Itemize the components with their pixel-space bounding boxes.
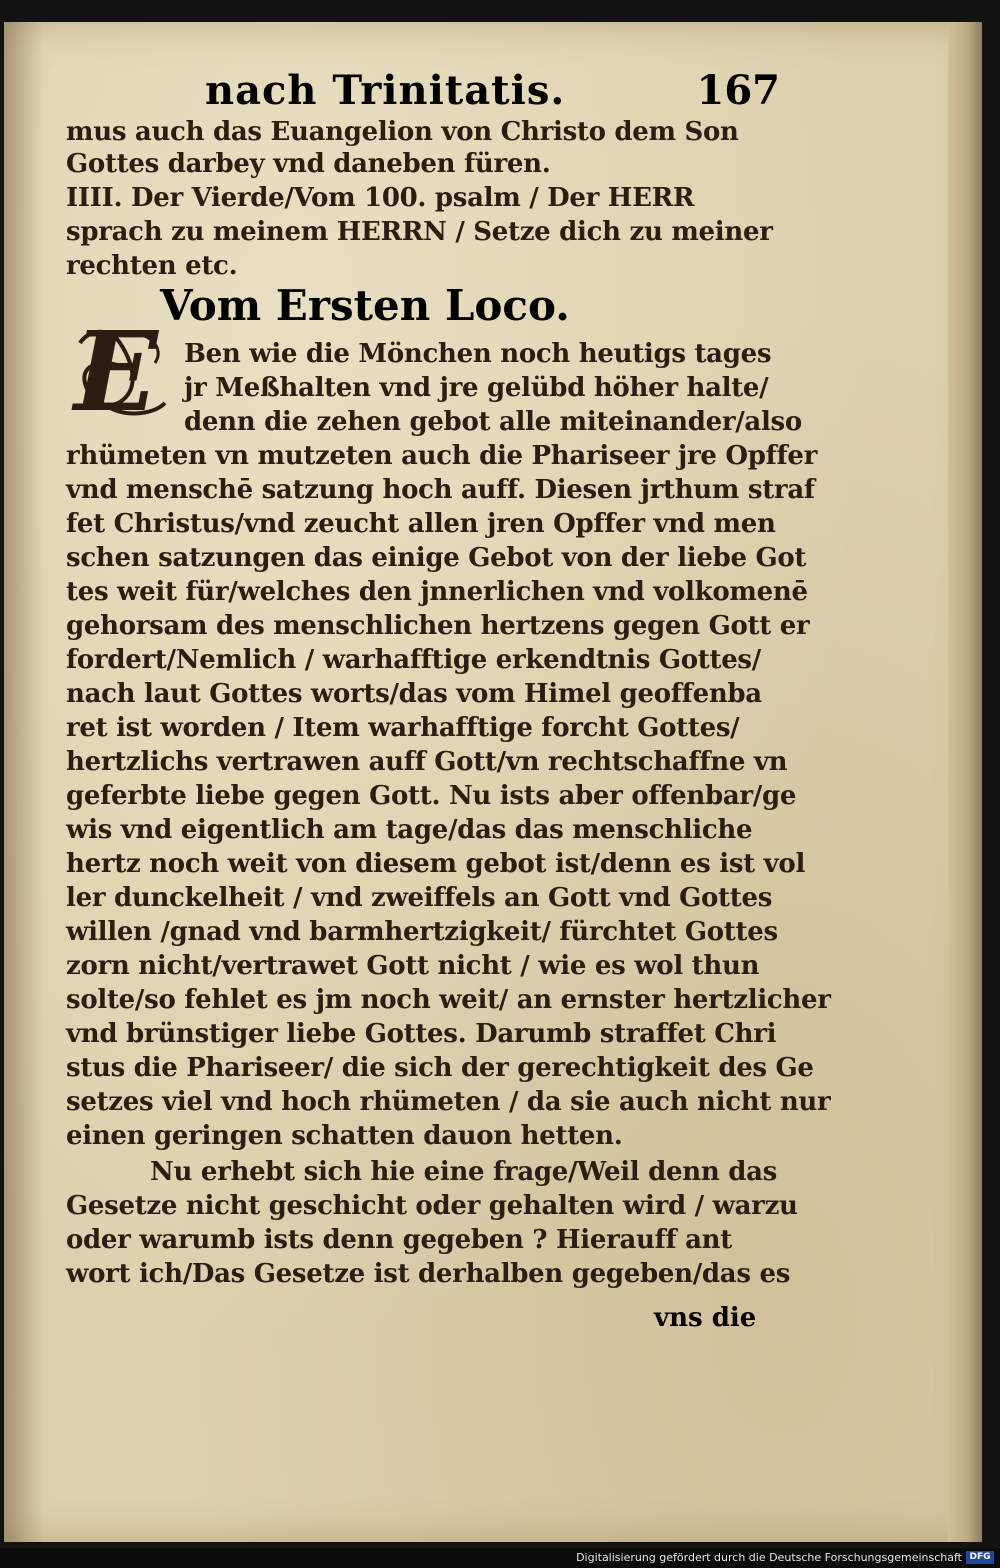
text-line: Ben wie die Mönchen noch heutigs tages	[184, 339, 772, 369]
text-line: mus auch das Euangelion von Christo dem Son	[66, 117, 739, 147]
text-line: wis vnd eigentlich am tage/das das menschliche	[66, 815, 753, 845]
text-line: vnd brünstiger liebe Gottes. Darumb straffet Chri	[66, 1019, 777, 1049]
text-line: zorn nicht/vertrawet Gott nicht / wie es wol thun	[66, 951, 760, 981]
funding-credit: Digitalisierung gefördert durch die Deutsche Forschungsgemeinschaft	[576, 1551, 962, 1564]
text-line: gehorsam des menschlichen hertzens gegen Gott er	[66, 611, 810, 641]
text-line: fordert/Nemlich / warhafftige erkendtnis Gottes/	[66, 645, 761, 675]
page-number: 167	[696, 67, 780, 114]
text-line: hertzlichs vertrawen auff Gott/vn rechtschaffne vn	[66, 747, 788, 777]
text-line: rhümeten vn mutzeten auch die Phariseer jre Opffer	[66, 441, 818, 471]
text-line: IIII. Der Vierde/Vom 100. psalm / Der HERR	[66, 183, 695, 213]
text-line: Gesetze nicht geschicht oder gehalten wird / warzu	[66, 1191, 798, 1221]
section-heading: Vom Ersten Loco.	[160, 281, 570, 330]
text-line: stus die Phariseer/ die sich der gerechtigkeit des Ge	[66, 1053, 814, 1083]
text-line: denn die zehen gebot alle miteinander/also	[184, 407, 802, 437]
text-line: oder warumb ists denn gegeben ? Hierauff ant	[66, 1225, 732, 1255]
initial-letter: E	[74, 307, 158, 436]
text-line: Nu erhebt sich hie eine frage/Weil denn das	[150, 1157, 777, 1187]
page-gutter-shadow	[4, 22, 44, 1542]
text-line: Gottes darbey vnd daneben füren.	[66, 149, 551, 179]
decorated-initial	[70, 307, 170, 436]
running-title: nach Trinitatis.	[205, 67, 566, 114]
text-line: ret ist worden / Item warhafftige forcht Gottes/	[66, 713, 740, 743]
text-line: fet Christus/vnd zeucht allen jren Opffer vnd men	[66, 509, 776, 539]
page-edge	[948, 22, 982, 1542]
text-line: schen satzungen das einige Gebot von der liebe Got	[66, 543, 807, 573]
text-line: solte/so fehlet es jm noch weit/ an ernster hertzlicher	[66, 985, 831, 1015]
text-line: ler dunckelheit / vnd zweiffels an Gott vnd Gottes	[66, 883, 773, 913]
running-header	[205, 66, 780, 116]
text-line: nach laut Gottes worts/das vom Himel geoffenba	[66, 679, 762, 709]
text-line: sprach zu meinem HERRN / Setze dich zu meiner	[66, 217, 773, 247]
text-line: wort ich/Das Gesetze ist derhalben gegeben/das es	[66, 1259, 791, 1289]
text-line: hertz noch weit von diesem gebot ist/denn es ist vol	[66, 849, 806, 879]
text-line: rechten etc.	[66, 251, 238, 281]
dfg-logo: DFG	[966, 1551, 994, 1564]
text-line: tes weit für/welches den jnnerlichen vnd volkomenē	[66, 577, 808, 607]
text-line: vnd menschē satzung hoch auff. Diesen jrthum straf	[66, 475, 815, 505]
text-line: einen geringen schatten dauon hetten.	[66, 1121, 623, 1151]
catchword: vns die	[654, 1303, 757, 1333]
text-line: willen /gnad vnd barmhertzigkeit/ fürchtet Gottes	[66, 917, 778, 947]
text-line: setzes viel vnd hoch rhümeten / da sie auch nicht nur	[66, 1087, 831, 1117]
text-line: geferbte liebe gegen Gott. Nu ists aber offenbar/ge	[66, 781, 797, 811]
text-line: jr Meßhalten vnd jre gelübd höher halte/	[184, 373, 769, 403]
